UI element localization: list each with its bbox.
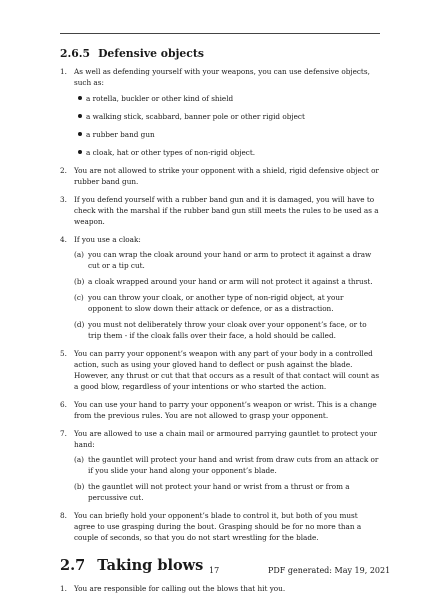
item-text: If you defend yourself with a rubber band gun and it is damaged, you will have to check with the marshal if the rubber band gun still meets the rules to be used as a weapon. [74, 195, 379, 227]
item-text: As well as defending yourself with your weapons, you can use defensive objects, such as: [74, 66, 370, 87]
bullet-item [74, 111, 380, 122]
sub-item [74, 276, 380, 287]
header-rule [60, 33, 380, 34]
list-item [60, 399, 380, 421]
sub-item [74, 319, 380, 341]
item-number: 6. [60, 400, 67, 410]
sub-item [74, 481, 380, 503]
item-text: You can briefly hold your opponent’s blade to control it, but both of you must agree to use grasping during the bout. Grasping should be for no more than a couple of seconds, so that you do not start wrestling for the blade. [74, 511, 362, 543]
sub-list [74, 454, 380, 503]
section-number: 2.6.5 [60, 47, 91, 60]
sub-list [74, 249, 380, 341]
list-item [60, 583, 380, 594]
item-text: You are responsible for calling out the blows that hit you. [74, 583, 286, 593]
bullet-text: a cloak, hat or other types of non-rigid object. [86, 148, 256, 158]
page-number: 17 [209, 566, 220, 575]
section-title: Taking blows [97, 557, 204, 575]
section-heading-defensive-objects [60, 48, 380, 61]
sub-item-text: you must not deliberately throw your cloak over your opponent’s face, or to trip them - if the cloak falls over their face, a hold should be called. [88, 320, 367, 341]
sub-item-text: you can wrap the cloak around your hand or arm to protect it against a draw cut or a tip cut. [88, 250, 372, 271]
taking-blows-list [60, 583, 380, 594]
sub-item-label: (b) [74, 482, 85, 492]
generated-date: PDF generated: May 19, 2021 [268, 566, 391, 575]
item-number: 1. [60, 583, 67, 593]
sub-item-text: you can throw your cloak, or another type of non-rigid object, at your opponent to slow down their attack or defence, or as a distraction. [88, 293, 344, 314]
item-text: You can use your hand to parry your opponent’s weapon or wrist. This is a change from the previous rules. You are not allowed to grasp your opponent. [74, 400, 377, 421]
sub-item-label: (c) [74, 293, 84, 303]
bullet-text: a rotella, buckler or other kind of shield [86, 93, 234, 103]
bullet-item [74, 129, 380, 140]
sub-item-label: (b) [74, 277, 85, 287]
item-text: You are allowed to use a chain mail or armoured parrying gauntlet to protect your hand: [74, 429, 377, 450]
item-text: You can parry your opponent’s weapon with any part of your body in a controlled action, such as using your gloved hand to deflect or push against the blade. However, any thrust or cut that that occurs as a result of that contact will count as a good blow, regardless of your intentions or who started the action. [74, 349, 380, 392]
bullet-icon [78, 114, 82, 118]
sub-item-label: (a) [74, 250, 84, 260]
item-number: 8. [60, 511, 67, 521]
item-number: 4. [60, 235, 67, 245]
bullet-item [74, 93, 380, 104]
list-item [60, 66, 380, 158]
page-content [60, 40, 380, 601]
bullet-icon [78, 96, 82, 100]
list-item [60, 348, 380, 392]
item-number: 3. [60, 195, 67, 205]
sub-item-text: a cloak wrapped around your hand or arm will not protect it against a thrust. [88, 277, 373, 287]
defensive-objects-list [60, 66, 380, 544]
sub-item-text: the gauntlet will protect your hand and wrist from draw cuts from an attack or if you slide your hand along your opponent’s blade. [88, 455, 379, 476]
list-item [60, 428, 380, 503]
bullet-text: a walking stick, scabbard, banner pole or other rigid object [86, 112, 305, 121]
item-number: 5. [60, 349, 67, 359]
item-number: 1. [60, 66, 67, 76]
item-text: If you use a cloak: [74, 235, 141, 245]
item-number: 2. [60, 166, 67, 176]
section-title: Defensive objects [98, 47, 204, 60]
sub-item [74, 454, 380, 476]
list-item [60, 165, 380, 187]
bullet-item [74, 147, 380, 158]
sub-item [74, 249, 380, 271]
sub-item-text: the gauntlet will not protect your hand or wrist from a thrust or from a percussive cut. [88, 482, 350, 503]
bullet-icon [78, 150, 82, 154]
sub-item-label: (a) [74, 455, 84, 465]
item-text: You are not allowed to strike your opponent with a shield, rigid defensive object or rubber band gun. [74, 166, 379, 187]
list-item [60, 510, 380, 543]
bullet-icon [78, 132, 82, 136]
list-item [60, 194, 380, 227]
bullet-text: a rubber band gun [86, 130, 155, 140]
item-number: 7. [60, 429, 67, 439]
sub-item [74, 292, 380, 314]
sub-item-label: (d) [74, 320, 85, 330]
bullet-list [74, 93, 380, 158]
list-item [60, 234, 380, 341]
section-number: 2.7 [60, 557, 86, 575]
